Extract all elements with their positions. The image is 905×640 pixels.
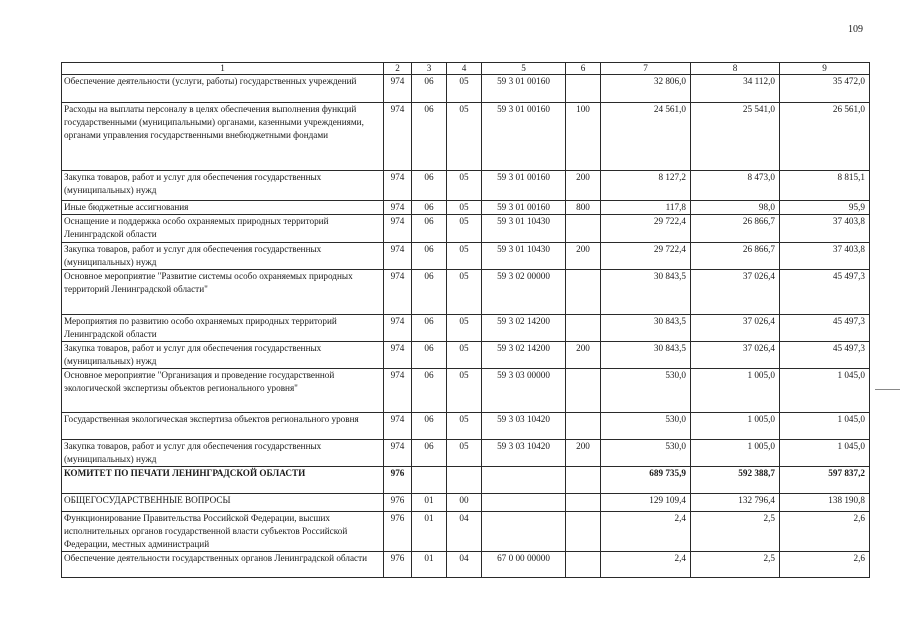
- target-article-cell: 59 3 03 10420: [482, 440, 566, 467]
- subsection-cell: 05: [447, 413, 482, 440]
- amount-cell: 2,6: [780, 512, 870, 552]
- target-article-cell: 59 3 01 00160: [482, 103, 566, 171]
- table-row: [62, 552, 870, 578]
- section-cell: [412, 467, 447, 494]
- amount-cell: 29 722,4: [601, 215, 691, 243]
- amount-cell: 35 472,0: [780, 75, 870, 103]
- code-cell: 974: [384, 171, 412, 201]
- row-name-cell: Оснащение и поддержка особо охраняемых природных территорий Ленинградской области: [62, 215, 384, 243]
- section-cell: 06: [412, 215, 447, 243]
- amount-cell: 597 837,2: [780, 467, 870, 494]
- section-cell: 06: [412, 270, 447, 315]
- amount-cell: 34 112,0: [691, 75, 780, 103]
- row-name-cell: Закупка товаров, работ и услуг для обеспечения государственных (муниципальных) нужд: [62, 171, 384, 201]
- column-header: 7: [601, 63, 691, 75]
- code-cell: 974: [384, 413, 412, 440]
- expense-type-cell: [566, 552, 601, 578]
- subsection-cell: 05: [447, 369, 482, 413]
- code-cell: 976: [384, 467, 412, 494]
- section-cell: 01: [412, 512, 447, 552]
- amount-cell: 1 005,0: [691, 369, 780, 413]
- section-cell: 01: [412, 494, 447, 512]
- expense-type-cell: [566, 315, 601, 342]
- amount-cell: 689 735,9: [601, 467, 691, 494]
- expense-type-cell: [566, 215, 601, 243]
- amount-cell: 95,9: [780, 201, 870, 215]
- code-cell: 974: [384, 75, 412, 103]
- table-row: [62, 467, 870, 494]
- expense-type-cell: [566, 75, 601, 103]
- code-cell: 976: [384, 494, 412, 512]
- expense-type-cell: [566, 270, 601, 315]
- expense-type-cell: 200: [566, 243, 601, 270]
- target-article-cell: 59 3 02 14200: [482, 342, 566, 369]
- amount-cell: 98,0: [691, 201, 780, 215]
- row-name-cell: Государственная экологическая экспертиза объектов регионального уровня: [62, 413, 384, 440]
- table-row: [62, 512, 870, 552]
- code-cell: 974: [384, 243, 412, 270]
- amount-cell: 530,0: [601, 369, 691, 413]
- amount-cell: 129 109,4: [601, 494, 691, 512]
- table-row: [62, 215, 870, 243]
- expense-type-cell: [566, 512, 601, 552]
- target-article-cell: 59 3 01 10430: [482, 215, 566, 243]
- table-row: [62, 494, 870, 512]
- subsection-cell: 05: [447, 440, 482, 467]
- table-row: [62, 201, 870, 215]
- code-cell: 974: [384, 369, 412, 413]
- column-header: 6: [566, 63, 601, 75]
- target-article-cell: 59 3 03 00000: [482, 369, 566, 413]
- column-header: 9: [780, 63, 870, 75]
- code-cell: 974: [384, 315, 412, 342]
- row-name-cell: Закупка товаров, работ и услуг для обеспечения государственных (муниципальных) нужд: [62, 440, 384, 467]
- target-article-cell: 59 3 01 00160: [482, 201, 566, 215]
- column-header: 4: [447, 63, 482, 75]
- amount-cell: 2,5: [691, 512, 780, 552]
- amount-cell: 26 866,7: [691, 243, 780, 270]
- table-row: [62, 413, 870, 440]
- amount-cell: 45 497,3: [780, 270, 870, 315]
- amount-cell: 1 005,0: [691, 440, 780, 467]
- amount-cell: 26 561,0: [780, 103, 870, 171]
- amount-cell: 8 127,2: [601, 171, 691, 201]
- amount-cell: 37 403,8: [780, 243, 870, 270]
- budget-table: [61, 62, 870, 578]
- row-name-cell: Основное мероприятие "Развитие системы особо охраняемых природных территорий Ленинградской области": [62, 270, 384, 315]
- amount-cell: 37 026,4: [691, 315, 780, 342]
- section-cell: 06: [412, 243, 447, 270]
- table-row: [62, 342, 870, 369]
- row-name-cell: Мероприятия по развитию особо охраняемых природных территорий Ленинградской области: [62, 315, 384, 342]
- subsection-cell: 05: [447, 342, 482, 369]
- target-article-cell: 59 3 01 00160: [482, 75, 566, 103]
- subsection-cell: 05: [447, 243, 482, 270]
- target-article-cell: 59 3 01 10430: [482, 243, 566, 270]
- expense-type-cell: [566, 494, 601, 512]
- amount-cell: 30 843,5: [601, 270, 691, 315]
- subsection-cell: 05: [447, 215, 482, 243]
- section-cell: 06: [412, 440, 447, 467]
- code-cell: 976: [384, 512, 412, 552]
- amount-cell: 25 541,0: [691, 103, 780, 171]
- subsection-cell: 05: [447, 75, 482, 103]
- subsection-cell: 05: [447, 315, 482, 342]
- section-cell: 06: [412, 75, 447, 103]
- amount-cell: 30 843,5: [601, 342, 691, 369]
- amount-cell: 2,4: [601, 552, 691, 578]
- column-header: 1: [62, 63, 384, 75]
- subsection-cell: [447, 467, 482, 494]
- amount-cell: 138 190,8: [780, 494, 870, 512]
- code-cell: 974: [384, 215, 412, 243]
- expense-type-cell: 200: [566, 342, 601, 369]
- amount-cell: 1 045,0: [780, 369, 870, 413]
- expense-type-cell: 200: [566, 171, 601, 201]
- subsection-cell: 05: [447, 103, 482, 171]
- target-article-cell: 59 3 03 10420: [482, 413, 566, 440]
- expense-type-cell: 100: [566, 103, 601, 171]
- table-row: [62, 243, 870, 270]
- amount-cell: 45 497,3: [780, 315, 870, 342]
- target-article-cell: 67 0 00 00000: [482, 552, 566, 578]
- subsection-cell: 04: [447, 552, 482, 578]
- amount-cell: 530,0: [601, 440, 691, 467]
- row-name-cell: Обеспечение деятельности государственных органов Ленинградской области: [62, 552, 384, 578]
- column-header: 2: [384, 63, 412, 75]
- section-cell: 06: [412, 369, 447, 413]
- code-cell: 976: [384, 552, 412, 578]
- page-number: 109: [848, 24, 863, 35]
- target-article-cell: 59 3 02 00000: [482, 270, 566, 315]
- column-header: 5: [482, 63, 566, 75]
- section-cell: 01: [412, 552, 447, 578]
- row-name-cell: Иные бюджетные ассигнования: [62, 201, 384, 215]
- table-row: [62, 315, 870, 342]
- amount-cell: 24 561,0: [601, 103, 691, 171]
- table-row: [62, 103, 870, 171]
- row-name-cell: КОМИТЕТ ПО ПЕЧАТИ ЛЕНИНГРАДСКОЙ ОБЛАСТИ: [62, 467, 384, 494]
- section-cell: 06: [412, 342, 447, 369]
- amount-cell: 2,5: [691, 552, 780, 578]
- code-cell: 974: [384, 440, 412, 467]
- subsection-cell: 04: [447, 512, 482, 552]
- amount-cell: 37 403,8: [780, 215, 870, 243]
- row-name-cell: Основное мероприятие "Организация и проведение государственной экологической экспертизы объектов регионального уровня": [62, 369, 384, 413]
- target-article-cell: [482, 512, 566, 552]
- amount-cell: 530,0: [601, 413, 691, 440]
- table-row: [62, 171, 870, 201]
- row-name-cell: Закупка товаров, работ и услуг для обеспечения государственных (муниципальных) нужд: [62, 243, 384, 270]
- code-cell: 974: [384, 342, 412, 369]
- section-cell: 06: [412, 201, 447, 215]
- table-row: [62, 75, 870, 103]
- code-cell: 974: [384, 270, 412, 315]
- amount-cell: 37 026,4: [691, 270, 780, 315]
- row-name-cell: Обеспечение деятельности (услуги, работы) государственных учреждений: [62, 75, 384, 103]
- amount-cell: 45 497,3: [780, 342, 870, 369]
- subsection-cell: 05: [447, 201, 482, 215]
- row-name-cell: ОБЩЕГОСУДАРСТВЕННЫЕ ВОПРОСЫ: [62, 494, 384, 512]
- amount-cell: 1 045,0: [780, 413, 870, 440]
- subsection-cell: 05: [447, 171, 482, 201]
- amount-cell: 30 843,5: [601, 315, 691, 342]
- expense-type-cell: [566, 413, 601, 440]
- expense-type-cell: [566, 369, 601, 413]
- scan-mark: [875, 389, 900, 390]
- subsection-cell: 00: [447, 494, 482, 512]
- table-row: [62, 440, 870, 467]
- column-header: 3: [412, 63, 447, 75]
- section-cell: 06: [412, 103, 447, 171]
- target-article-cell: 59 3 01 00160: [482, 171, 566, 201]
- amount-cell: 592 388,7: [691, 467, 780, 494]
- amount-cell: 8 815,1: [780, 171, 870, 201]
- expense-type-cell: 200: [566, 440, 601, 467]
- subsection-cell: 05: [447, 270, 482, 315]
- section-cell: 06: [412, 413, 447, 440]
- amount-cell: 37 026,4: [691, 342, 780, 369]
- amount-cell: 1 005,0: [691, 413, 780, 440]
- column-header: 8: [691, 63, 780, 75]
- row-name-cell: Функционирование Правительства Российской Федерации, высших исполнительных органов государственной власти субъектов Российской Федерации, местных администраций: [62, 512, 384, 552]
- amount-cell: 117,8: [601, 201, 691, 215]
- target-article-cell: 59 3 02 14200: [482, 315, 566, 342]
- amount-cell: 1 045,0: [780, 440, 870, 467]
- expense-type-cell: [566, 467, 601, 494]
- amount-cell: 29 722,4: [601, 243, 691, 270]
- amount-cell: 132 796,4: [691, 494, 780, 512]
- code-cell: 974: [384, 103, 412, 171]
- amount-cell: 2,4: [601, 512, 691, 552]
- row-name-cell: Закупка товаров, работ и услуг для обеспечения государственных (муниципальных) нужд: [62, 342, 384, 369]
- code-cell: 974: [384, 201, 412, 215]
- table-row: [62, 270, 870, 315]
- target-article-cell: [482, 467, 566, 494]
- section-cell: 06: [412, 315, 447, 342]
- target-article-cell: [482, 494, 566, 512]
- amount-cell: 8 473,0: [691, 171, 780, 201]
- row-name-cell: Расходы на выплаты персоналу в целях обеспечения выполнения функций государственными (муниципальными) органами, казенными учреждениями, органами управления государственными внебюджетными фондами: [62, 103, 384, 171]
- amount-cell: 26 866,7: [691, 215, 780, 243]
- amount-cell: 32 806,0: [601, 75, 691, 103]
- table-header-row: [62, 63, 870, 75]
- section-cell: 06: [412, 171, 447, 201]
- amount-cell: 2,6: [780, 552, 870, 578]
- expense-type-cell: 800: [566, 201, 601, 215]
- table-row: [62, 369, 870, 413]
